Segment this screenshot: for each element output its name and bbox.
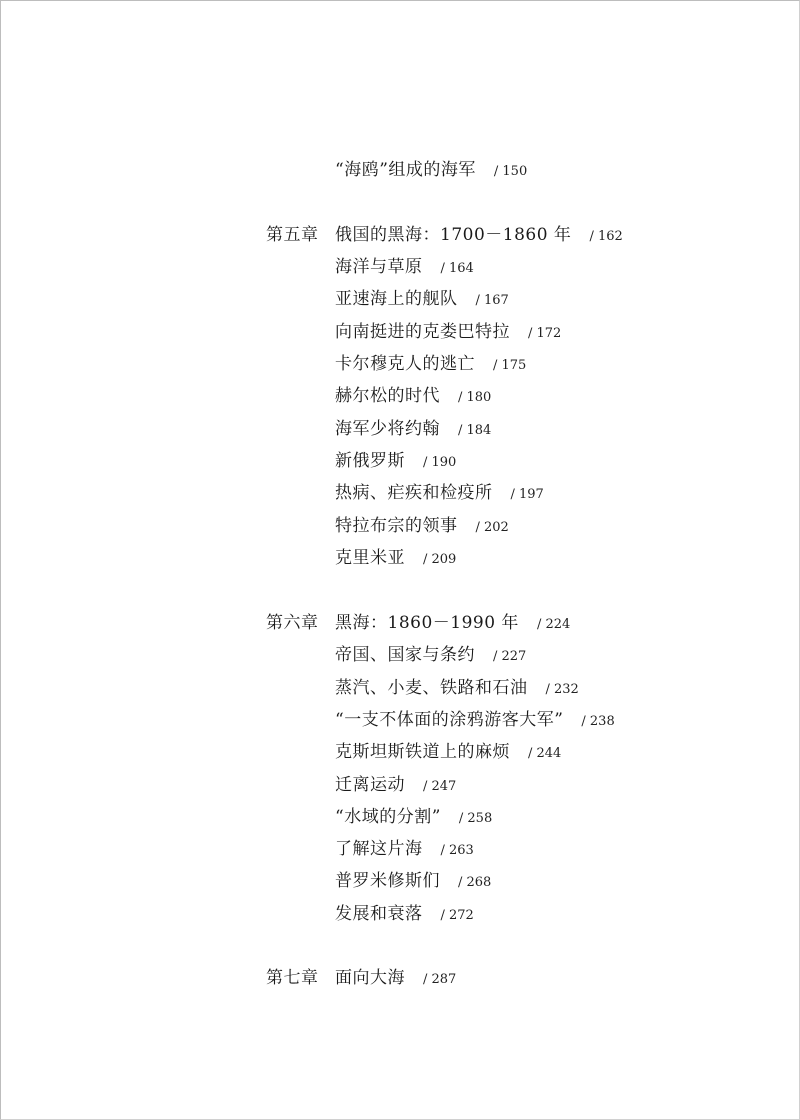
toc-entry-title: 迁离运动 bbox=[335, 775, 405, 795]
chapter-title: 俄国的黑海：1700－1860 年 bbox=[335, 225, 572, 245]
toc-entry-title: 发展和衰落 bbox=[335, 904, 423, 924]
toc-entry[interactable] bbox=[335, 158, 527, 182]
toc-entry[interactable] bbox=[335, 546, 456, 570]
toc-entry-page: / 172 bbox=[528, 326, 562, 341]
toc-entry-title: 克斯坦斯铁道上的麻烦 bbox=[335, 742, 510, 762]
toc-entry-page: / 244 bbox=[528, 746, 562, 761]
toc-entry-page: / 268 bbox=[458, 875, 492, 890]
toc-entry[interactable] bbox=[335, 287, 509, 311]
chapter-7-label: 第七章 bbox=[266, 968, 319, 988]
toc-entry-title: 卡尔穆克人的逃亡 bbox=[335, 354, 475, 374]
toc-entry-title: 海洋与草原 bbox=[335, 257, 423, 277]
toc-entry-page: / 202 bbox=[475, 520, 509, 535]
toc-entry-page: / 175 bbox=[493, 358, 527, 373]
toc-entry-page: / 150 bbox=[493, 164, 528, 179]
chapter-title: 黑海：1860－1990 年 bbox=[335, 613, 519, 633]
toc-entry-title: 了解这片海 bbox=[335, 839, 423, 859]
toc-entry-title: 克里米亚 bbox=[335, 548, 405, 568]
toc-entry[interactable] bbox=[335, 902, 474, 926]
toc-entry[interactable] bbox=[335, 837, 474, 861]
toc-entry-title: “一支不体面的涂鸦游客大军” bbox=[335, 710, 564, 730]
toc-entry-title: 向南挺进的克娄巴特拉 bbox=[335, 322, 510, 342]
toc-entry[interactable] bbox=[335, 320, 561, 344]
chapter-7-heading[interactable] bbox=[335, 966, 456, 990]
toc-entry[interactable] bbox=[335, 384, 491, 408]
toc-entry-page: / 167 bbox=[475, 293, 509, 308]
toc-entry-title: 帝国、国家与条约 bbox=[335, 645, 475, 665]
toc-entry[interactable] bbox=[335, 255, 474, 279]
toc-entry-page: / 247 bbox=[423, 779, 457, 794]
toc-entry-title: 新俄罗斯 bbox=[335, 451, 405, 471]
chapter-6-label: 第六章 bbox=[266, 613, 319, 633]
chapter-6-heading[interactable] bbox=[335, 611, 570, 635]
toc-entry[interactable] bbox=[335, 805, 492, 829]
toc-entry[interactable] bbox=[335, 643, 526, 667]
chapter-page: / 287 bbox=[423, 972, 457, 987]
toc-entry-page: / 272 bbox=[440, 908, 474, 923]
toc-entry[interactable] bbox=[335, 740, 561, 764]
toc-entry[interactable] bbox=[335, 514, 509, 538]
toc-entry-title: 特拉布宗的领事 bbox=[335, 516, 458, 536]
toc-entry[interactable] bbox=[335, 352, 526, 376]
toc-entry[interactable] bbox=[335, 676, 579, 700]
toc-entry-page: / 197 bbox=[510, 487, 544, 502]
toc-entry-page: / 232 bbox=[545, 682, 579, 697]
toc-entry-title: 蒸汽、小麦、铁路和石油 bbox=[335, 678, 528, 698]
toc-entry[interactable] bbox=[335, 449, 456, 473]
toc-entry[interactable] bbox=[335, 869, 491, 893]
toc-entry-page: / 164 bbox=[440, 261, 474, 276]
toc-entry-title: 普罗米修斯们 bbox=[335, 871, 440, 891]
toc-entry-title: “水域的分割” bbox=[335, 807, 441, 827]
toc-entry[interactable] bbox=[335, 708, 615, 732]
toc-entry-title: 赫尔松的时代 bbox=[335, 386, 440, 406]
toc-entry-page: / 209 bbox=[423, 552, 457, 567]
chapter-page: / 162 bbox=[589, 229, 623, 244]
toc-entry-page: / 184 bbox=[458, 423, 492, 438]
toc-entry-title: 海军少将约翰 bbox=[335, 419, 440, 439]
chapter-title: 面向大海 bbox=[335, 968, 405, 988]
toc-entry-page: / 263 bbox=[440, 843, 474, 858]
toc-entry-page: / 180 bbox=[458, 390, 492, 405]
toc-entry-page: / 238 bbox=[581, 714, 615, 729]
toc-entry[interactable] bbox=[335, 481, 544, 505]
toc-entry[interactable] bbox=[335, 773, 456, 797]
toc-entry-page: / 227 bbox=[493, 649, 527, 664]
toc-entry-title: “海鸥”组成的海军 bbox=[335, 160, 476, 180]
chapter-5-label: 第五章 bbox=[266, 225, 319, 245]
toc-entry-page: / 190 bbox=[423, 455, 457, 470]
chapter-5-heading[interactable] bbox=[335, 223, 623, 247]
toc-entry[interactable] bbox=[335, 417, 491, 441]
chapter-page: / 224 bbox=[536, 617, 571, 632]
toc-entry-title: 亚速海上的舰队 bbox=[335, 289, 458, 309]
toc-entry-title: 热病、疟疾和检疫所 bbox=[335, 483, 493, 503]
toc-entry-page: / 258 bbox=[458, 811, 493, 826]
